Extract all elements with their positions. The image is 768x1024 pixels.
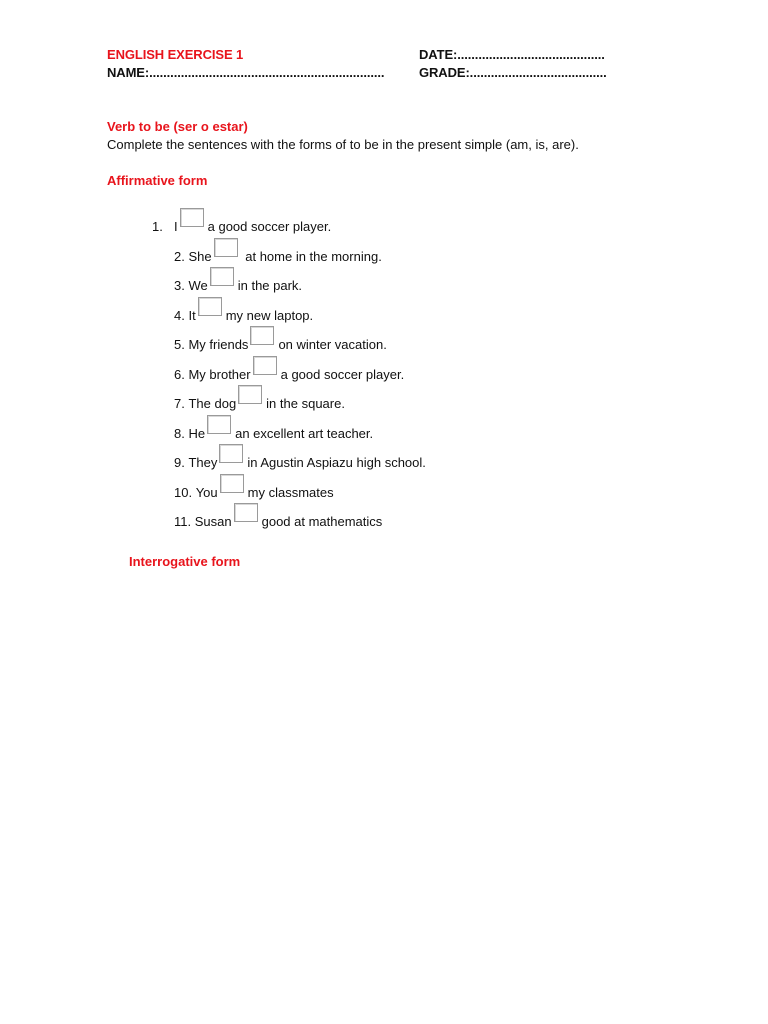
answer-box[interactable] bbox=[198, 297, 222, 316]
item-text-before: They bbox=[188, 455, 218, 470]
list-item bbox=[152, 214, 331, 234]
answer-box[interactable] bbox=[253, 356, 277, 375]
item-text-after: a good soccer player. bbox=[280, 367, 405, 382]
item-text-after: a good soccer player. bbox=[207, 219, 332, 234]
item-number: 6. bbox=[174, 367, 185, 382]
list-item bbox=[174, 273, 302, 293]
answer-box[interactable] bbox=[207, 415, 231, 434]
list-item bbox=[174, 362, 404, 382]
answer-box[interactable] bbox=[234, 503, 258, 522]
item-text-before: He bbox=[188, 426, 206, 441]
name-field: NAME:................................................................... bbox=[107, 65, 385, 80]
list-item bbox=[174, 480, 334, 500]
instructions: Complete the sentences with the forms of to be in the present simple (am, is, are). bbox=[107, 137, 579, 152]
list-item bbox=[174, 421, 373, 441]
section-heading-affirmative: Affirmative form bbox=[107, 173, 208, 188]
grade-field: GRADE:....................................... bbox=[419, 65, 607, 80]
item-number: 10. bbox=[174, 485, 193, 500]
item-number: 2. bbox=[174, 249, 185, 264]
item-number: 5. bbox=[174, 337, 185, 352]
item-text-after: in the park. bbox=[237, 278, 303, 293]
item-text-after: my classmates bbox=[247, 485, 334, 500]
answer-box[interactable] bbox=[214, 238, 238, 257]
item-text-before: She bbox=[188, 249, 212, 264]
answer-box[interactable] bbox=[250, 326, 274, 345]
item-number: 8. bbox=[174, 426, 185, 441]
list-item bbox=[174, 332, 387, 352]
list-item bbox=[174, 450, 426, 470]
item-number: 4. bbox=[174, 308, 185, 323]
item-number: 11. bbox=[174, 514, 192, 529]
list-item bbox=[174, 244, 382, 264]
item-text-after: on winter vacation. bbox=[278, 337, 387, 352]
list-item bbox=[174, 509, 382, 529]
answer-box[interactable] bbox=[238, 385, 262, 404]
item-text-before: My friends bbox=[188, 337, 249, 352]
item-number: 9. bbox=[174, 455, 185, 470]
item-text-before: It bbox=[188, 308, 196, 323]
section-heading-interrogative: Interrogative form bbox=[129, 554, 241, 569]
item-text-after: an excellent art teacher. bbox=[235, 426, 374, 441]
item-text-before: I bbox=[174, 219, 178, 234]
date-field: DATE:.......................................... bbox=[419, 47, 605, 62]
item-text-before: Susan bbox=[194, 514, 232, 529]
answer-box[interactable] bbox=[219, 444, 243, 463]
item-text-after: in the square. bbox=[266, 396, 345, 411]
item-text-before: My brother bbox=[188, 367, 251, 382]
item-text-before: The dog bbox=[188, 396, 237, 411]
answer-box[interactable] bbox=[180, 208, 204, 227]
list-item bbox=[174, 391, 345, 411]
item-number: 1. bbox=[152, 219, 163, 234]
item-text-after: good at mathematics bbox=[261, 514, 383, 529]
answer-box[interactable] bbox=[220, 474, 244, 493]
exercise-title: ENGLISH EXERCISE 1 bbox=[107, 47, 244, 62]
item-text-after: in Agustin Aspiazu high school. bbox=[247, 455, 426, 470]
item-text-after: my new laptop. bbox=[225, 308, 314, 323]
item-number: 7. bbox=[174, 396, 185, 411]
answer-box[interactable] bbox=[210, 267, 234, 286]
item-text-before: We bbox=[188, 278, 208, 293]
item-number: 3. bbox=[174, 278, 185, 293]
list-item bbox=[174, 303, 313, 323]
item-text-before: You bbox=[195, 485, 218, 500]
section-heading-verb-to-be: Verb to be (ser o estar) bbox=[107, 119, 248, 134]
item-text-after: at home in the morning. bbox=[245, 249, 382, 264]
